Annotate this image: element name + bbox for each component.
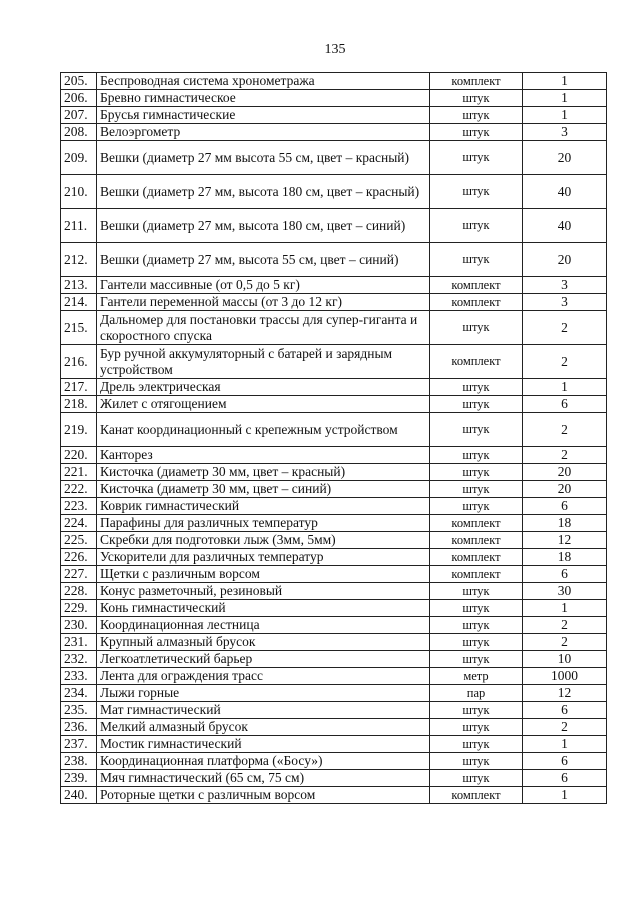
- item-name: Щетки с различным ворсом: [97, 566, 430, 583]
- item-name: Роторные щетки с различным ворсом: [97, 787, 430, 804]
- row-number: 216.: [61, 345, 97, 379]
- item-name: Вешки (диаметр 27 мм, высота 180 см, цвет – красный): [97, 175, 430, 209]
- table-row: [61, 379, 607, 396]
- row-number: 222.: [61, 481, 97, 498]
- table-row: [61, 753, 607, 770]
- page-number: 135: [324, 42, 346, 57]
- table-row: [61, 583, 607, 600]
- item-name: Конус разметочный, резиновый: [97, 583, 430, 600]
- item-quantity: 6: [523, 753, 607, 770]
- item-unit: штук: [430, 498, 523, 515]
- item-quantity: 1: [523, 379, 607, 396]
- item-unit: штук: [430, 464, 523, 481]
- table-row: [61, 107, 607, 124]
- item-quantity: 20: [523, 464, 607, 481]
- item-unit: штук: [430, 447, 523, 464]
- table-row: [61, 481, 607, 498]
- row-number: 231.: [61, 634, 97, 651]
- row-number: 213.: [61, 277, 97, 294]
- table-row: [61, 413, 607, 447]
- row-number: 236.: [61, 719, 97, 736]
- item-unit: комплект: [430, 294, 523, 311]
- row-number: 239.: [61, 770, 97, 787]
- item-quantity: 6: [523, 702, 607, 719]
- item-quantity: 1: [523, 107, 607, 124]
- item-name: Вешки (диаметр 27 мм, высота 180 см, цвет – синий): [97, 209, 430, 243]
- table-row: [61, 600, 607, 617]
- item-unit: комплект: [430, 566, 523, 583]
- item-name: Гантели массивные (от 0,5 до 5 кг): [97, 277, 430, 294]
- table-row: [61, 634, 607, 651]
- table-row: [61, 396, 607, 413]
- item-quantity: 3: [523, 294, 607, 311]
- item-unit: комплект: [430, 277, 523, 294]
- table-row: [61, 736, 607, 753]
- table-row: [61, 651, 607, 668]
- item-unit: комплект: [430, 549, 523, 566]
- row-number: 221.: [61, 464, 97, 481]
- table-row: [61, 90, 607, 107]
- item-unit: комплект: [430, 787, 523, 804]
- table-row: [61, 311, 607, 345]
- item-name: Лыжи горные: [97, 685, 430, 702]
- item-unit: комплект: [430, 515, 523, 532]
- item-quantity: 3: [523, 124, 607, 141]
- item-unit: пар: [430, 685, 523, 702]
- table-row: [61, 277, 607, 294]
- item-quantity: 12: [523, 532, 607, 549]
- table-row: [61, 73, 607, 90]
- item-name: Вешки (диаметр 27 мм высота 55 см, цвет – красный): [97, 141, 430, 175]
- item-quantity: 2: [523, 447, 607, 464]
- item-name: Мяч гимнастический (65 см, 75 см): [97, 770, 430, 787]
- row-number: 217.: [61, 379, 97, 396]
- table-row: [61, 141, 607, 175]
- item-name: Координационная платформа («Босу»): [97, 753, 430, 770]
- item-name: Велоэргометр: [97, 124, 430, 141]
- item-name: Крупный алмазный брусок: [97, 634, 430, 651]
- item-quantity: 18: [523, 515, 607, 532]
- row-number: 212.: [61, 243, 97, 277]
- item-quantity: 1: [523, 600, 607, 617]
- item-unit: штук: [430, 617, 523, 634]
- table-row: [61, 549, 607, 566]
- item-quantity: 3: [523, 277, 607, 294]
- item-unit: метр: [430, 668, 523, 685]
- item-unit: штук: [430, 481, 523, 498]
- row-number: 209.: [61, 141, 97, 175]
- table-row: [61, 498, 607, 515]
- item-name: Лента для ограждения трасс: [97, 668, 430, 685]
- item-unit: комплект: [430, 345, 523, 379]
- row-number: 234.: [61, 685, 97, 702]
- item-quantity: 12: [523, 685, 607, 702]
- item-name: Ускорители для различных температур: [97, 549, 430, 566]
- table-row: [61, 668, 607, 685]
- item-name: Бур ручной аккумуляторный с батарей и зарядным устройством: [97, 345, 430, 379]
- item-name: Канторез: [97, 447, 430, 464]
- row-number: 230.: [61, 617, 97, 634]
- item-unit: штук: [430, 243, 523, 277]
- item-unit: штук: [430, 770, 523, 787]
- item-quantity: 10: [523, 651, 607, 668]
- row-number: 227.: [61, 566, 97, 583]
- table-row: [61, 294, 607, 311]
- row-number: 210.: [61, 175, 97, 209]
- row-number: 223.: [61, 498, 97, 515]
- item-name: Конь гимнастический: [97, 600, 430, 617]
- row-number: 214.: [61, 294, 97, 311]
- item-unit: штук: [430, 209, 523, 243]
- item-quantity: 30: [523, 583, 607, 600]
- row-number: 228.: [61, 583, 97, 600]
- item-name: Бревно гимнастическое: [97, 90, 430, 107]
- row-number: 232.: [61, 651, 97, 668]
- table-row: [61, 447, 607, 464]
- item-name: Беспроводная система хронометража: [97, 73, 430, 90]
- row-number: 207.: [61, 107, 97, 124]
- equipment-table: [60, 72, 607, 804]
- item-unit: штук: [430, 311, 523, 345]
- row-number: 238.: [61, 753, 97, 770]
- row-number: 219.: [61, 413, 97, 447]
- item-unit: штук: [430, 141, 523, 175]
- item-name: Кисточка (диаметр 30 мм, цвет – синий): [97, 481, 430, 498]
- item-quantity: 40: [523, 209, 607, 243]
- item-unit: штук: [430, 651, 523, 668]
- table-row: [61, 532, 607, 549]
- item-unit: штук: [430, 753, 523, 770]
- table-row: [61, 770, 607, 787]
- item-quantity: 6: [523, 566, 607, 583]
- item-quantity: 18: [523, 549, 607, 566]
- item-unit: штук: [430, 124, 523, 141]
- item-quantity: 2: [523, 634, 607, 651]
- item-unit: штук: [430, 413, 523, 447]
- item-unit: комплект: [430, 73, 523, 90]
- row-number: 211.: [61, 209, 97, 243]
- item-quantity: 1: [523, 90, 607, 107]
- row-number: 237.: [61, 736, 97, 753]
- item-quantity: 2: [523, 311, 607, 345]
- item-name: Коврик гимнастический: [97, 498, 430, 515]
- row-number: 206.: [61, 90, 97, 107]
- item-quantity: 2: [523, 617, 607, 634]
- item-quantity: 20: [523, 481, 607, 498]
- item-unit: штук: [430, 702, 523, 719]
- row-number: 229.: [61, 600, 97, 617]
- item-name: Канат координационный с крепежным устройством: [97, 413, 430, 447]
- item-unit: штук: [430, 736, 523, 753]
- table-row: [61, 719, 607, 736]
- table-row: [61, 464, 607, 481]
- table-row: [61, 243, 607, 277]
- row-number: 220.: [61, 447, 97, 464]
- equipment-table-body: [61, 73, 607, 804]
- item-unit: штук: [430, 175, 523, 209]
- row-number: 240.: [61, 787, 97, 804]
- item-name: Дрель электрическая: [97, 379, 430, 396]
- item-quantity: 2: [523, 413, 607, 447]
- item-quantity: 2: [523, 345, 607, 379]
- row-number: 215.: [61, 311, 97, 345]
- item-quantity: 20: [523, 141, 607, 175]
- item-name: Мат гимнастический: [97, 702, 430, 719]
- item-name: Парафины для различных температур: [97, 515, 430, 532]
- item-quantity: 20: [523, 243, 607, 277]
- row-number: 233.: [61, 668, 97, 685]
- item-unit: штук: [430, 107, 523, 124]
- table-row: [61, 175, 607, 209]
- item-quantity: 6: [523, 770, 607, 787]
- item-name: Дальномер для постановки трассы для супер-гиганта и скоростного спуска: [97, 311, 430, 345]
- item-name: Кисточка (диаметр 30 мм, цвет – красный): [97, 464, 430, 481]
- item-name: Гантели переменной массы (от 3 до 12 кг): [97, 294, 430, 311]
- item-unit: штук: [430, 634, 523, 651]
- item-name: Вешки (диаметр 27 мм, высота 55 см, цвет – синий): [97, 243, 430, 277]
- item-name: Легкоатлетический барьер: [97, 651, 430, 668]
- item-unit: штук: [430, 90, 523, 107]
- item-unit: штук: [430, 379, 523, 396]
- item-quantity: 6: [523, 396, 607, 413]
- item-name: Мелкий алмазный брусок: [97, 719, 430, 736]
- item-unit: штук: [430, 719, 523, 736]
- row-number: 225.: [61, 532, 97, 549]
- item-quantity: 40: [523, 175, 607, 209]
- table-row: [61, 209, 607, 243]
- table-row: [61, 685, 607, 702]
- item-name: Мостик гимнастический: [97, 736, 430, 753]
- table-row: [61, 617, 607, 634]
- table-row: [61, 124, 607, 141]
- item-name: Скребки для подготовки лыж (3мм, 5мм): [97, 532, 430, 549]
- row-number: 224.: [61, 515, 97, 532]
- item-quantity: 1: [523, 73, 607, 90]
- item-name: Жилет с отягощением: [97, 396, 430, 413]
- table-row: [61, 566, 607, 583]
- item-name: Брусья гимнастические: [97, 107, 430, 124]
- item-quantity: 6: [523, 498, 607, 515]
- table-row: [61, 515, 607, 532]
- table-row: [61, 787, 607, 804]
- item-unit: штук: [430, 600, 523, 617]
- item-unit: штук: [430, 583, 523, 600]
- row-number: 208.: [61, 124, 97, 141]
- item-quantity: 1: [523, 787, 607, 804]
- item-unit: комплект: [430, 532, 523, 549]
- table-row: [61, 345, 607, 379]
- row-number: 235.: [61, 702, 97, 719]
- item-quantity: 1000: [523, 668, 607, 685]
- item-name: Координационная лестница: [97, 617, 430, 634]
- row-number: 218.: [61, 396, 97, 413]
- table-row: [61, 702, 607, 719]
- item-quantity: 1: [523, 736, 607, 753]
- item-unit: штук: [430, 396, 523, 413]
- row-number: 226.: [61, 549, 97, 566]
- item-quantity: 2: [523, 719, 607, 736]
- row-number: 205.: [61, 73, 97, 90]
